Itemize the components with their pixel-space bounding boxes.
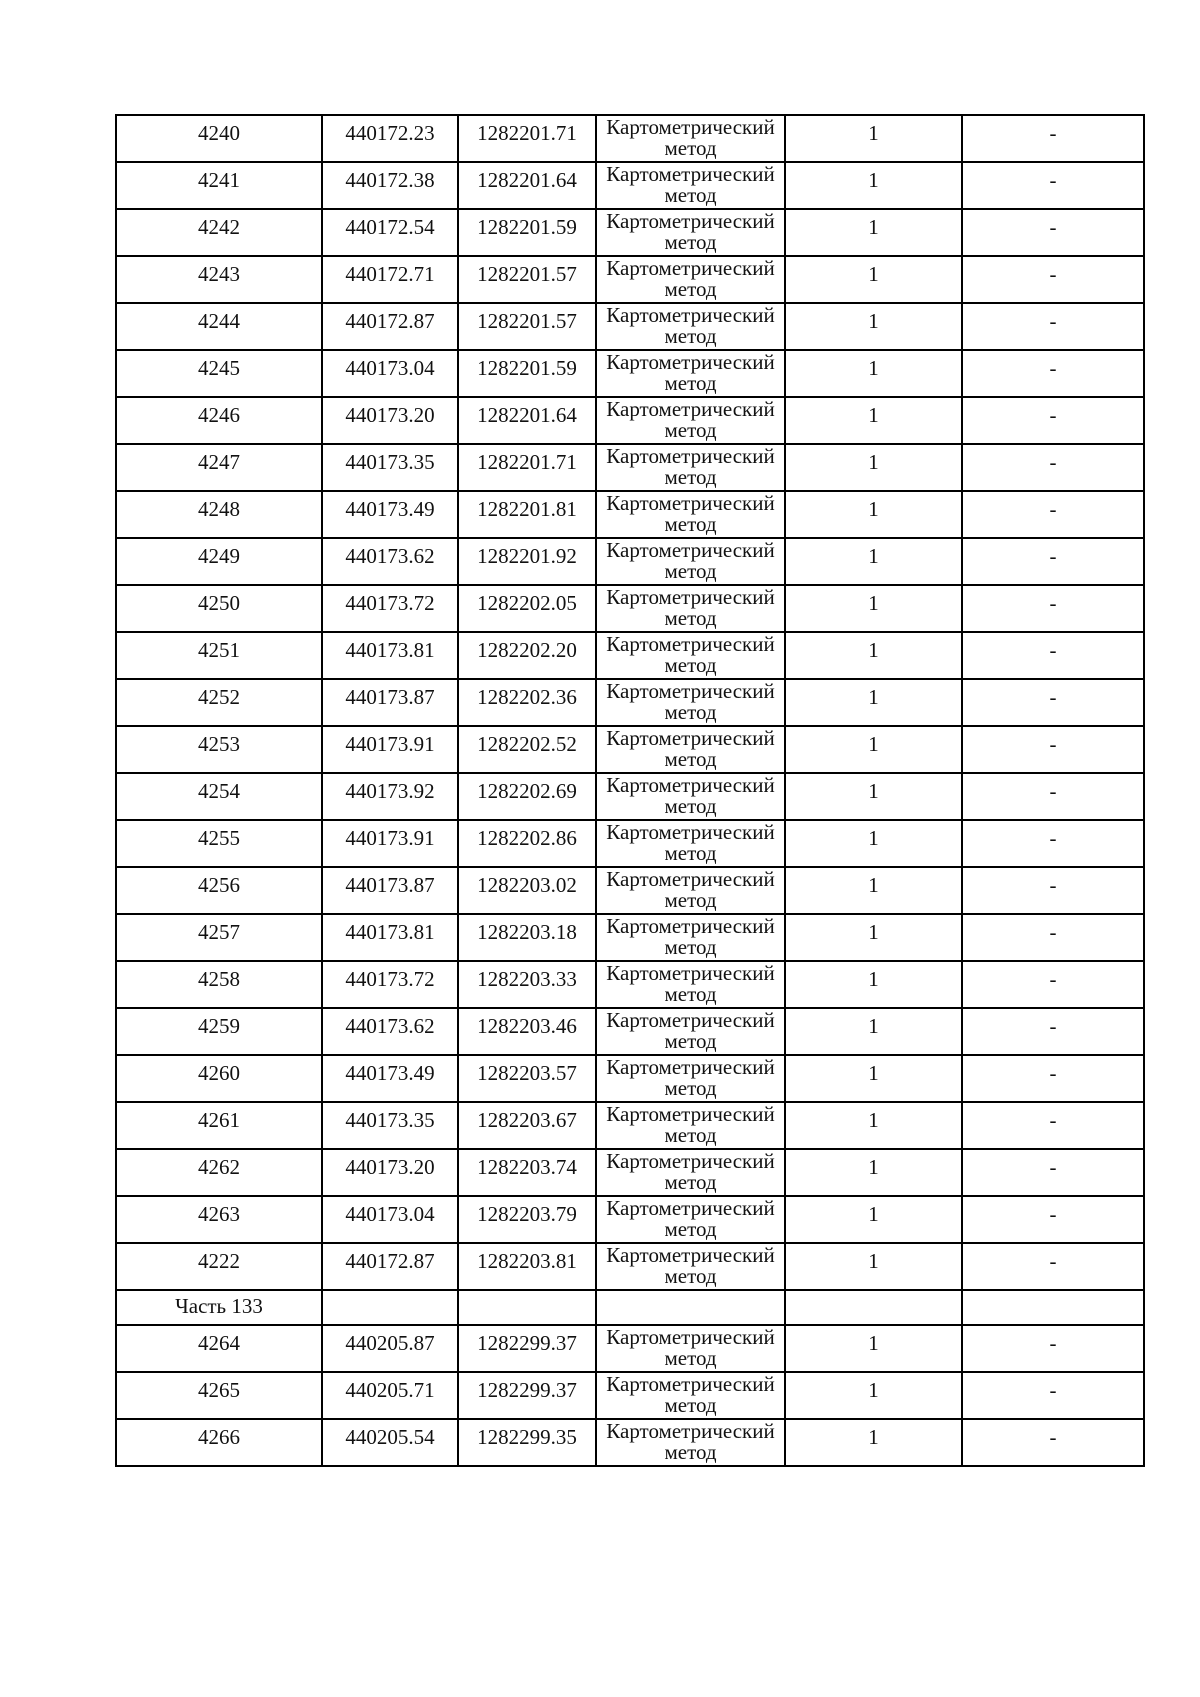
method-line-1: Картометрический — [606, 1243, 775, 1267]
method-cell — [596, 961, 785, 1008]
point-number-cell: 4265 — [116, 1372, 322, 1419]
x-coordinate-cell: 440172.87 — [322, 303, 458, 350]
description-cell: - — [962, 726, 1144, 773]
point-number-cell: 4222 — [116, 1243, 322, 1290]
method-cell — [596, 1102, 785, 1149]
table-row — [116, 444, 1144, 491]
accuracy-cell: 1 — [785, 350, 962, 397]
table-row — [116, 1325, 1144, 1372]
method-line-2: метод — [664, 418, 717, 442]
x-coordinate-cell: 440173.04 — [322, 350, 458, 397]
method-cell — [596, 585, 785, 632]
accuracy-cell: 1 — [785, 1325, 962, 1372]
y-coordinate-cell: 1282202.20 — [458, 632, 596, 679]
table-row — [116, 585, 1144, 632]
table-row — [116, 773, 1144, 820]
method-line-2: метод — [664, 1346, 717, 1370]
method-line-2: метод — [664, 1217, 717, 1241]
table-row — [116, 538, 1144, 585]
description-cell: - — [962, 1325, 1144, 1372]
method-line-1: Картометрический — [606, 1419, 775, 1443]
method-cell — [596, 679, 785, 726]
accuracy-cell: 1 — [785, 538, 962, 585]
description-cell: - — [962, 444, 1144, 491]
method-line-2: метод — [664, 1076, 717, 1100]
table-row — [116, 1196, 1144, 1243]
table-row — [116, 1372, 1144, 1419]
method-line-1: Картометрический — [606, 303, 775, 327]
accuracy-cell: 1 — [785, 1419, 962, 1466]
method-line-1: Картометрический — [606, 209, 775, 233]
point-number-cell: 4248 — [116, 491, 322, 538]
method-cell — [596, 1196, 785, 1243]
method-line-2: метод — [664, 935, 717, 959]
point-number-cell: 4250 — [116, 585, 322, 632]
method-cell — [596, 726, 785, 773]
y-coordinate-cell: 1282203.67 — [458, 1102, 596, 1149]
description-cell: - — [962, 914, 1144, 961]
table-row — [116, 1102, 1144, 1149]
empty-cell — [322, 1290, 458, 1325]
coordinates-table-body — [116, 115, 1144, 1466]
description-cell: - — [962, 961, 1144, 1008]
description-cell: - — [962, 538, 1144, 585]
method-cell — [596, 1055, 785, 1102]
method-cell — [596, 538, 785, 585]
method-line-1: Картометрический — [606, 256, 775, 280]
method-cell — [596, 914, 785, 961]
method-line-1: Картометрический — [606, 961, 775, 985]
y-coordinate-cell: 1282203.74 — [458, 1149, 596, 1196]
description-cell: - — [962, 162, 1144, 209]
table-row — [116, 397, 1144, 444]
y-coordinate-cell: 1282203.57 — [458, 1055, 596, 1102]
accuracy-cell: 1 — [785, 1008, 962, 1055]
point-number-cell: 4252 — [116, 679, 322, 726]
description-cell: - — [962, 350, 1144, 397]
method-cell — [596, 115, 785, 162]
y-coordinate-cell: 1282201.81 — [458, 491, 596, 538]
y-coordinate-cell: 1282201.71 — [458, 115, 596, 162]
x-coordinate-cell: 440172.54 — [322, 209, 458, 256]
x-coordinate-cell: 440173.91 — [322, 726, 458, 773]
accuracy-cell: 1 — [785, 303, 962, 350]
table-row — [116, 162, 1144, 209]
method-cell — [596, 1149, 785, 1196]
x-coordinate-cell: 440173.81 — [322, 632, 458, 679]
y-coordinate-cell: 1282299.37 — [458, 1372, 596, 1419]
point-number-cell: 4251 — [116, 632, 322, 679]
method-line-2: метод — [664, 653, 717, 677]
method-line-2: метод — [664, 747, 717, 771]
method-line-1: Картометрический — [606, 914, 775, 938]
method-line-1: Картометрический — [606, 1055, 775, 1079]
method-line-2: метод — [664, 794, 717, 818]
method-line-2: метод — [664, 1264, 717, 1288]
x-coordinate-cell: 440205.87 — [322, 1325, 458, 1372]
x-coordinate-cell: 440172.87 — [322, 1243, 458, 1290]
x-coordinate-cell: 440173.87 — [322, 867, 458, 914]
method-cell — [596, 444, 785, 491]
point-number-cell: 4254 — [116, 773, 322, 820]
description-cell: - — [962, 1008, 1144, 1055]
x-coordinate-cell: 440173.91 — [322, 820, 458, 867]
method-cell — [596, 350, 785, 397]
description-cell: - — [962, 632, 1144, 679]
y-coordinate-cell: 1282203.46 — [458, 1008, 596, 1055]
x-coordinate-cell: 440173.72 — [322, 961, 458, 1008]
accuracy-cell: 1 — [785, 491, 962, 538]
method-line-2: метод — [664, 465, 717, 489]
description-cell: - — [962, 256, 1144, 303]
y-coordinate-cell: 1282202.52 — [458, 726, 596, 773]
y-coordinate-cell: 1282202.36 — [458, 679, 596, 726]
accuracy-cell: 1 — [785, 1243, 962, 1290]
accuracy-cell: 1 — [785, 867, 962, 914]
accuracy-cell: 1 — [785, 632, 962, 679]
method-line-1: Картометрический — [606, 773, 775, 797]
table-row — [116, 303, 1144, 350]
y-coordinate-cell: 1282201.57 — [458, 303, 596, 350]
method-line-1: Картометрический — [606, 538, 775, 562]
y-coordinate-cell: 1282203.18 — [458, 914, 596, 961]
accuracy-cell: 1 — [785, 679, 962, 726]
method-line-1: Картометрический — [606, 679, 775, 703]
y-coordinate-cell: 1282201.71 — [458, 444, 596, 491]
x-coordinate-cell: 440173.92 — [322, 773, 458, 820]
empty-cell — [962, 1290, 1144, 1325]
y-coordinate-cell: 1282299.35 — [458, 1419, 596, 1466]
accuracy-cell: 1 — [785, 162, 962, 209]
empty-cell — [785, 1290, 962, 1325]
accuracy-cell: 1 — [785, 914, 962, 961]
table-row — [116, 350, 1144, 397]
point-number-cell: 4253 — [116, 726, 322, 773]
method-cell — [596, 1243, 785, 1290]
method-line-1: Картометрический — [606, 491, 775, 515]
point-number-cell: 4256 — [116, 867, 322, 914]
method-cell — [596, 397, 785, 444]
coordinates-table — [115, 114, 1145, 1467]
method-line-1: Картометрический — [606, 585, 775, 609]
x-coordinate-cell: 440173.35 — [322, 1102, 458, 1149]
point-number-cell: 4240 — [116, 115, 322, 162]
point-number-cell: 4259 — [116, 1008, 322, 1055]
description-cell: - — [962, 1243, 1144, 1290]
y-coordinate-cell: 1282299.37 — [458, 1325, 596, 1372]
point-number-cell: 4261 — [116, 1102, 322, 1149]
method-line-2: метод — [664, 512, 717, 536]
method-line-2: метод — [664, 183, 717, 207]
point-number-cell: 4247 — [116, 444, 322, 491]
table-row — [116, 1008, 1144, 1055]
method-line-2: метод — [664, 277, 717, 301]
y-coordinate-cell: 1282201.59 — [458, 209, 596, 256]
table-row — [116, 726, 1144, 773]
method-line-1: Картометрический — [606, 350, 775, 374]
x-coordinate-cell: 440173.49 — [322, 491, 458, 538]
method-line-1: Картометрический — [606, 1196, 775, 1220]
method-line-2: метод — [664, 888, 717, 912]
method-line-1: Картометрический — [606, 444, 775, 468]
table-row — [116, 256, 1144, 303]
point-number-cell: 4255 — [116, 820, 322, 867]
section-label: Часть 133 — [116, 1290, 322, 1325]
point-number-cell: 4244 — [116, 303, 322, 350]
point-number-cell: 4246 — [116, 397, 322, 444]
method-cell — [596, 632, 785, 679]
point-number-cell: 4257 — [116, 914, 322, 961]
point-number-cell: 4243 — [116, 256, 322, 303]
method-line-1: Картометрический — [606, 726, 775, 750]
method-line-1: Картометрический — [606, 1149, 775, 1173]
method-line-2: метод — [664, 1393, 717, 1417]
table-row — [116, 914, 1144, 961]
method-cell — [596, 773, 785, 820]
description-cell: - — [962, 397, 1144, 444]
x-coordinate-cell: 440173.20 — [322, 1149, 458, 1196]
description-cell: - — [962, 303, 1144, 350]
method-line-2: метод — [664, 982, 717, 1006]
x-coordinate-cell: 440173.49 — [322, 1055, 458, 1102]
x-coordinate-cell: 440172.71 — [322, 256, 458, 303]
y-coordinate-cell: 1282203.02 — [458, 867, 596, 914]
y-coordinate-cell: 1282202.69 — [458, 773, 596, 820]
method-cell — [596, 209, 785, 256]
x-coordinate-cell: 440173.62 — [322, 538, 458, 585]
method-line-1: Картометрический — [606, 1102, 775, 1126]
description-cell: - — [962, 585, 1144, 632]
y-coordinate-cell: 1282201.59 — [458, 350, 596, 397]
accuracy-cell: 1 — [785, 115, 962, 162]
x-coordinate-cell: 440172.38 — [322, 162, 458, 209]
table-row — [116, 679, 1144, 726]
empty-cell — [596, 1290, 785, 1325]
description-cell: - — [962, 679, 1144, 726]
method-cell — [596, 820, 785, 867]
method-cell — [596, 1325, 785, 1372]
accuracy-cell: 1 — [785, 1102, 962, 1149]
point-number-cell: 4260 — [116, 1055, 322, 1102]
x-coordinate-cell: 440173.72 — [322, 585, 458, 632]
method-line-2: метод — [664, 1440, 717, 1464]
accuracy-cell: 1 — [785, 585, 962, 632]
table-row — [116, 820, 1144, 867]
table-row — [116, 1419, 1144, 1466]
method-line-1: Картометрический — [606, 632, 775, 656]
method-line-2: метод — [664, 1170, 717, 1194]
y-coordinate-cell: 1282201.64 — [458, 397, 596, 444]
table-row — [116, 632, 1144, 679]
x-coordinate-cell: 440173.81 — [322, 914, 458, 961]
method-cell — [596, 867, 785, 914]
y-coordinate-cell: 1282203.81 — [458, 1243, 596, 1290]
method-line-1: Картометрический — [606, 820, 775, 844]
point-number-cell: 4264 — [116, 1325, 322, 1372]
accuracy-cell: 1 — [785, 820, 962, 867]
section-row — [116, 1290, 1144, 1325]
empty-cell — [458, 1290, 596, 1325]
point-number-cell: 4242 — [116, 209, 322, 256]
y-coordinate-cell: 1282202.05 — [458, 585, 596, 632]
y-coordinate-cell: 1282201.57 — [458, 256, 596, 303]
x-coordinate-cell: 440173.87 — [322, 679, 458, 726]
method-cell — [596, 1372, 785, 1419]
table-row — [116, 867, 1144, 914]
x-coordinate-cell: 440172.23 — [322, 115, 458, 162]
description-cell: - — [962, 1102, 1144, 1149]
description-cell: - — [962, 1196, 1144, 1243]
accuracy-cell: 1 — [785, 397, 962, 444]
method-cell — [596, 162, 785, 209]
y-coordinate-cell: 1282201.64 — [458, 162, 596, 209]
table-row — [116, 209, 1144, 256]
method-cell — [596, 491, 785, 538]
method-line-2: метод — [664, 841, 717, 865]
x-coordinate-cell: 440173.62 — [322, 1008, 458, 1055]
accuracy-cell: 1 — [785, 1055, 962, 1102]
point-number-cell: 4241 — [116, 162, 322, 209]
point-number-cell: 4263 — [116, 1196, 322, 1243]
method-line-1: Картометрический — [606, 1008, 775, 1032]
method-cell — [596, 303, 785, 350]
y-coordinate-cell: 1282203.79 — [458, 1196, 596, 1243]
method-line-2: метод — [664, 606, 717, 630]
y-coordinate-cell: 1282203.33 — [458, 961, 596, 1008]
x-coordinate-cell: 440173.20 — [322, 397, 458, 444]
description-cell: - — [962, 1055, 1144, 1102]
accuracy-cell: 1 — [785, 726, 962, 773]
description-cell: - — [962, 773, 1144, 820]
description-cell: - — [962, 1149, 1144, 1196]
method-line-2: метод — [664, 371, 717, 395]
accuracy-cell: 1 — [785, 961, 962, 1008]
accuracy-cell: 1 — [785, 1372, 962, 1419]
description-cell: - — [962, 820, 1144, 867]
accuracy-cell: 1 — [785, 256, 962, 303]
accuracy-cell: 1 — [785, 773, 962, 820]
method-line-2: метод — [664, 559, 717, 583]
point-number-cell: 4258 — [116, 961, 322, 1008]
accuracy-cell: 1 — [785, 444, 962, 491]
y-coordinate-cell: 1282202.86 — [458, 820, 596, 867]
description-cell: - — [962, 1419, 1144, 1466]
table-row — [116, 491, 1144, 538]
method-line-1: Картометрический — [606, 115, 775, 139]
method-line-2: метод — [664, 230, 717, 254]
method-line-1: Картометрический — [606, 162, 775, 186]
table-row — [116, 115, 1144, 162]
point-number-cell: 4266 — [116, 1419, 322, 1466]
description-cell: - — [962, 491, 1144, 538]
table-row — [116, 1055, 1144, 1102]
method-line-2: метод — [664, 700, 717, 724]
y-coordinate-cell: 1282201.92 — [458, 538, 596, 585]
x-coordinate-cell: 440173.04 — [322, 1196, 458, 1243]
table-row — [116, 961, 1144, 1008]
method-line-1: Картометрический — [606, 867, 775, 891]
table-row — [116, 1149, 1144, 1196]
point-number-cell: 4245 — [116, 350, 322, 397]
x-coordinate-cell: 440205.71 — [322, 1372, 458, 1419]
method-line-2: метод — [664, 136, 717, 160]
method-line-2: метод — [664, 1029, 717, 1053]
point-number-cell: 4249 — [116, 538, 322, 585]
point-number-cell: 4262 — [116, 1149, 322, 1196]
method-cell — [596, 256, 785, 303]
method-cell — [596, 1008, 785, 1055]
table-row — [116, 1243, 1144, 1290]
method-line-1: Картометрический — [606, 397, 775, 421]
method-line-2: метод — [664, 324, 717, 348]
x-coordinate-cell: 440173.35 — [322, 444, 458, 491]
accuracy-cell: 1 — [785, 1196, 962, 1243]
accuracy-cell: 1 — [785, 209, 962, 256]
method-line-1: Картометрический — [606, 1372, 775, 1396]
x-coordinate-cell: 440205.54 — [322, 1419, 458, 1466]
method-line-2: метод — [664, 1123, 717, 1147]
description-cell: - — [962, 1372, 1144, 1419]
description-cell: - — [962, 115, 1144, 162]
accuracy-cell: 1 — [785, 1149, 962, 1196]
method-cell — [596, 1419, 785, 1466]
description-cell: - — [962, 209, 1144, 256]
method-line-1: Картометрический — [606, 1325, 775, 1349]
description-cell: - — [962, 867, 1144, 914]
